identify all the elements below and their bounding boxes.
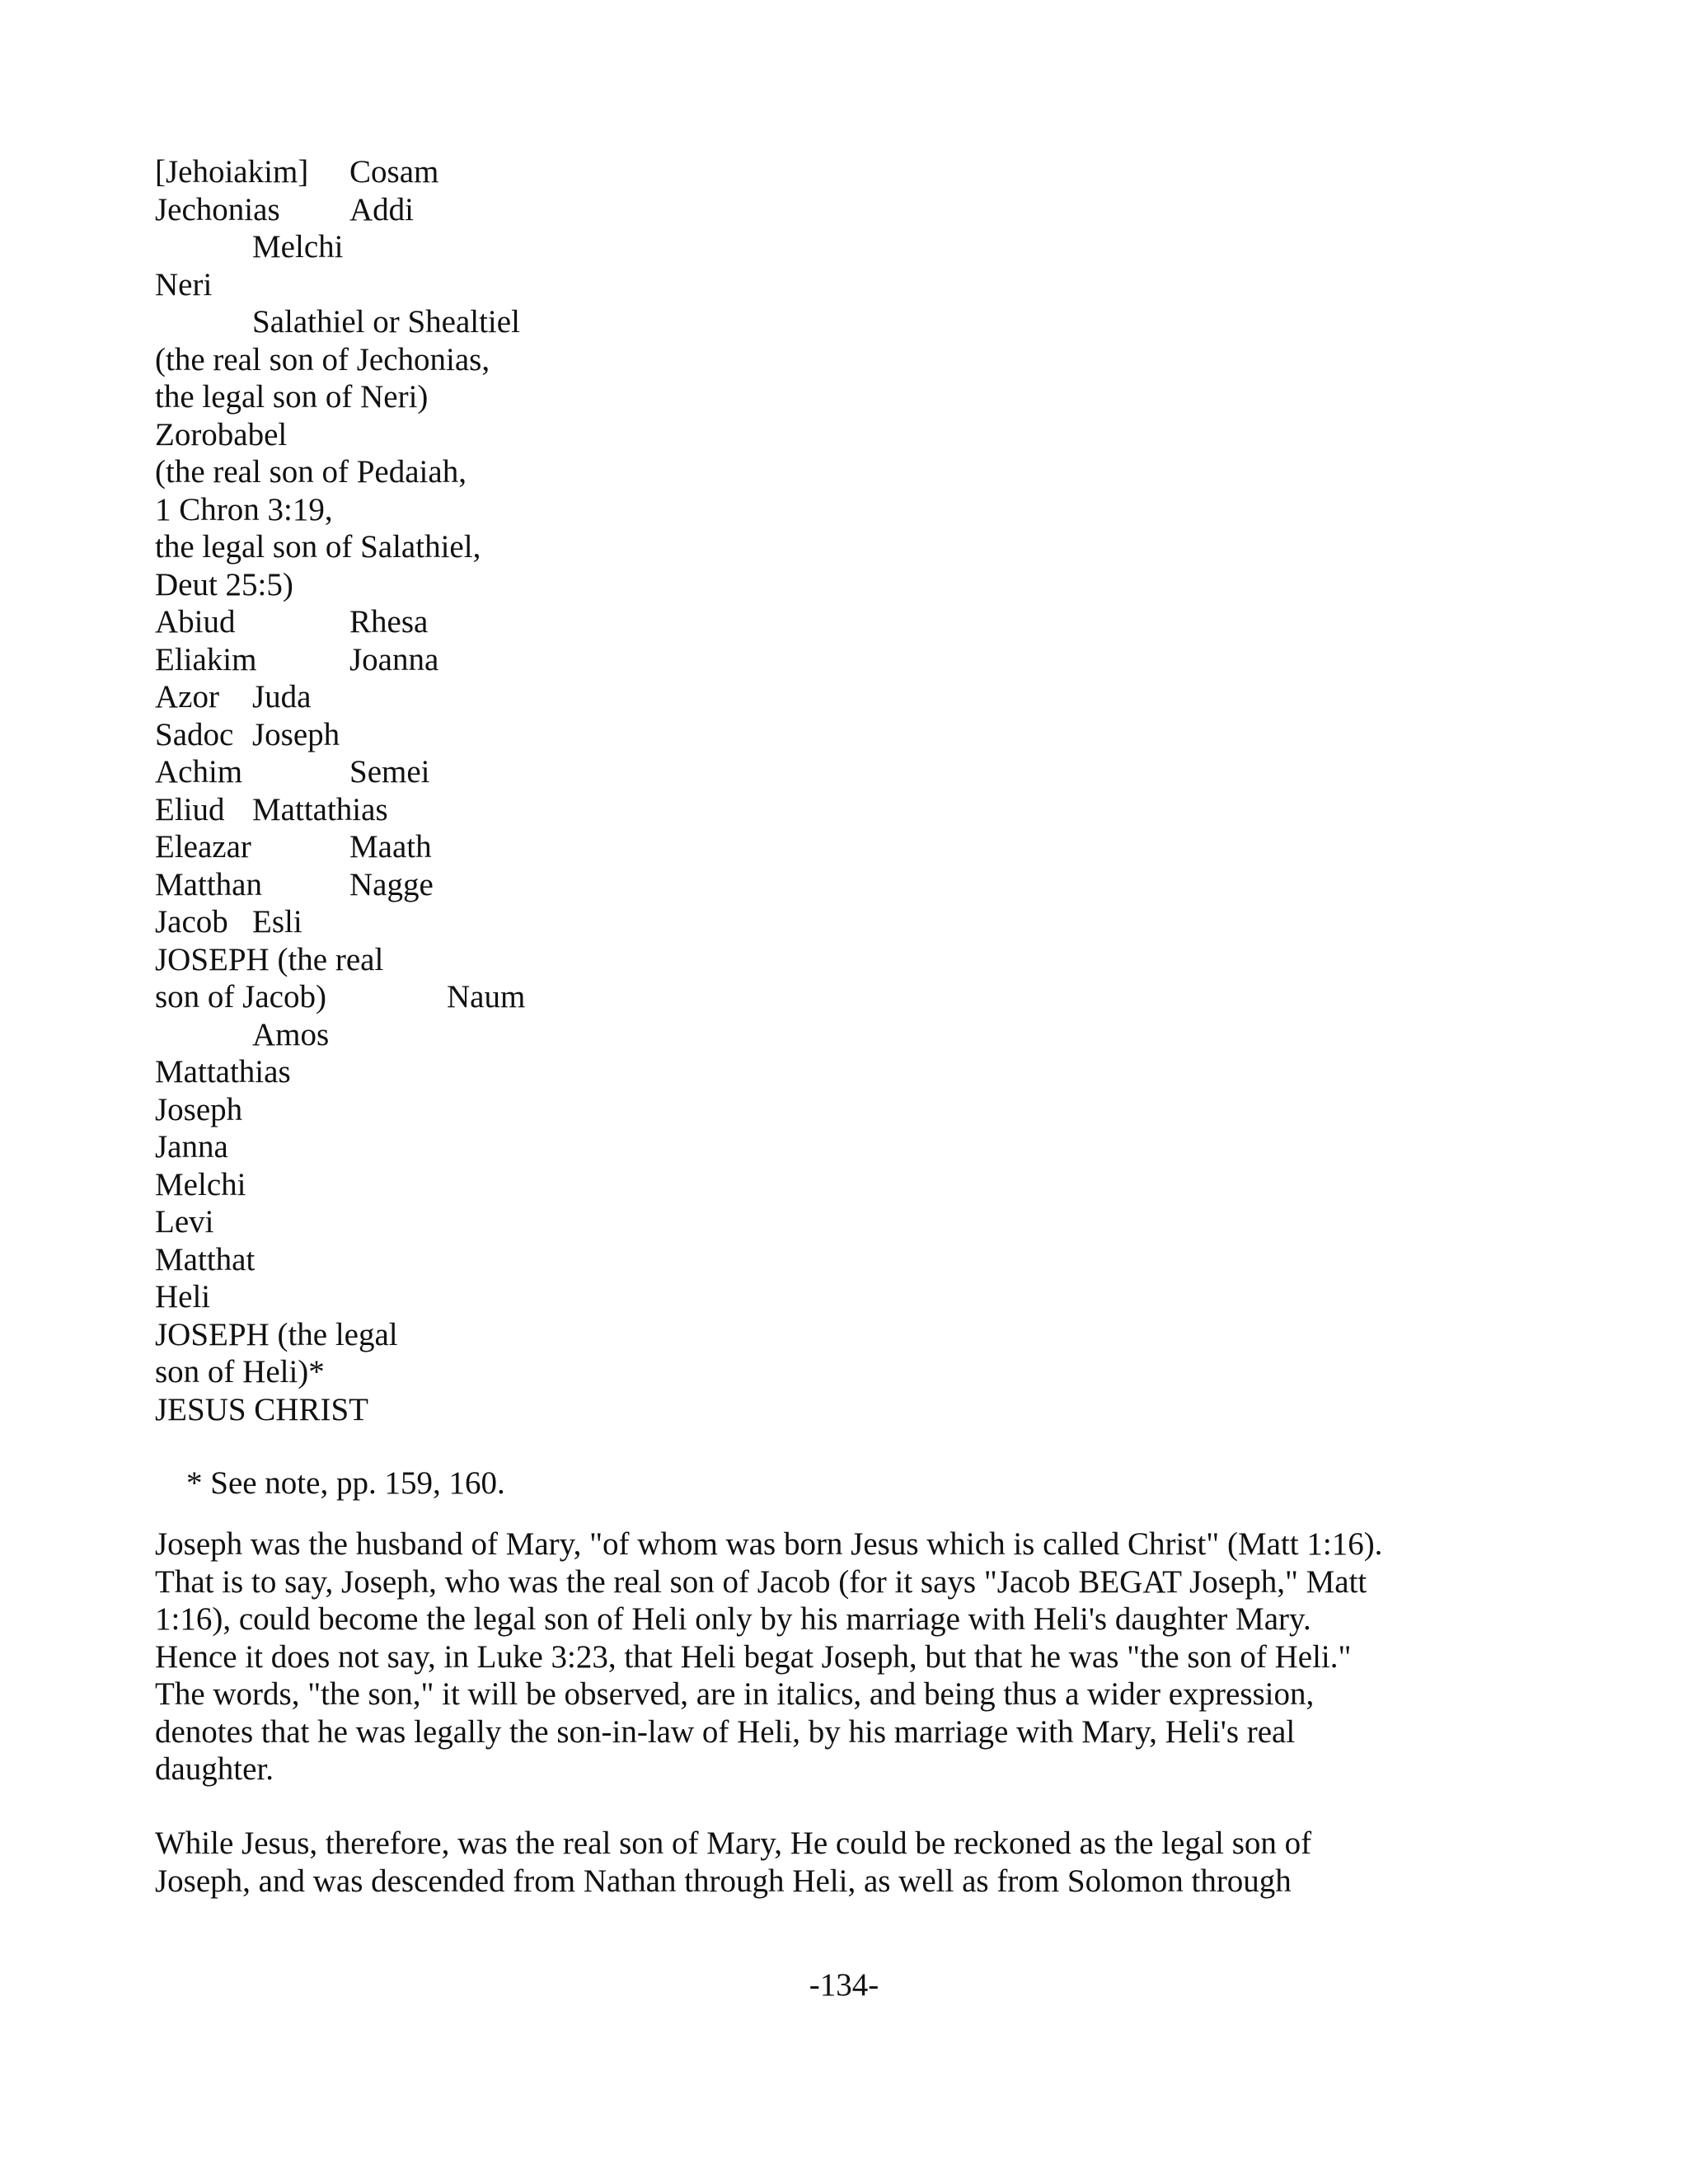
genealogy-line bbox=[155, 1053, 1474, 1091]
genealogy-name: the legal son of Neri) bbox=[155, 379, 429, 415]
genealogy-name: Sadoc bbox=[155, 716, 234, 752]
genealogy-line bbox=[155, 1278, 1474, 1316]
genealogy-name: Janna bbox=[155, 1129, 228, 1165]
genealogy-name: JOSEPH (the real bbox=[155, 941, 384, 977]
genealogy-name: Salathiel or Shealtiel bbox=[252, 304, 520, 340]
genealogy-line bbox=[155, 641, 1474, 679]
genealogy-line bbox=[155, 566, 1474, 604]
genealogy-line bbox=[155, 603, 1474, 641]
genealogy-line bbox=[155, 941, 1474, 979]
genealogy-line bbox=[155, 266, 1474, 304]
genealogy-line bbox=[155, 978, 1474, 1016]
genealogy-line bbox=[155, 191, 1474, 229]
genealogy-name: Abiud bbox=[155, 604, 236, 640]
genealogy-line bbox=[155, 1353, 1474, 1391]
genealogy-line bbox=[155, 1203, 1474, 1241]
genealogy-name: Juda bbox=[252, 679, 312, 715]
paragraph-line: daughter. bbox=[155, 1751, 274, 1787]
genealogy-line bbox=[155, 491, 1474, 529]
genealogy-name: Levi bbox=[155, 1204, 214, 1240]
genealogy-name: Cosam bbox=[349, 154, 439, 190]
genealogy-line bbox=[155, 228, 1474, 266]
genealogy-name: Rhesa bbox=[349, 604, 429, 640]
genealogy-name: Amos bbox=[252, 1016, 330, 1052]
genealogy-name: Heli bbox=[155, 1279, 211, 1315]
genealogy-line bbox=[155, 1241, 1474, 1279]
genealogy-name: [Jehoiakim] bbox=[155, 154, 309, 190]
genealogy-name: Azor bbox=[155, 679, 219, 715]
genealogy-name: JOSEPH (the legal bbox=[155, 1316, 398, 1352]
genealogy-name: Matthat bbox=[155, 1241, 256, 1277]
genealogy-name: Achim bbox=[155, 754, 243, 790]
genealogy-name: Neri bbox=[155, 266, 213, 302]
genealogy-name: Nagge bbox=[349, 866, 434, 902]
genealogy-name: Melchi bbox=[155, 1166, 246, 1202]
genealogy-name: Maath bbox=[349, 829, 432, 865]
genealogy-line bbox=[155, 866, 1474, 904]
genealogy-name: JESUS CHRIST bbox=[155, 1391, 368, 1427]
paragraph-2 bbox=[155, 1825, 1573, 1900]
genealogy-name: Esli bbox=[252, 904, 302, 940]
genealogy-name: (the real son of Pedaiah, bbox=[155, 454, 467, 490]
genealogy-name: the legal son of Salathiel, bbox=[155, 529, 481, 565]
genealogy-line bbox=[155, 341, 1474, 379]
genealogy-name: Deut 25:5) bbox=[155, 566, 293, 602]
genealogy-line bbox=[155, 1391, 1474, 1429]
paragraph-line: That is to say, Joseph, who was the real son of Jacob (for it says "Jacob BEGAT Joseph," Matt bbox=[155, 1563, 1367, 1600]
genealogy-line bbox=[155, 1091, 1474, 1129]
genealogy-name: Eliakim bbox=[155, 641, 257, 677]
genealogy-line bbox=[155, 378, 1474, 416]
paragraph-1 bbox=[155, 1526, 1573, 1788]
genealogy-name: Addi bbox=[349, 191, 414, 227]
footnote: * See note, pp. 159, 160. bbox=[186, 1465, 505, 1501]
paragraph-line: The words, "the son," it will be observed, are in italics, and being thus a wider expression, bbox=[155, 1676, 1315, 1712]
genealogy-line bbox=[155, 1128, 1474, 1166]
genealogy-line bbox=[155, 791, 1474, 829]
genealogy-line bbox=[155, 903, 1474, 941]
genealogy-line bbox=[155, 1016, 1474, 1054]
genealogy-line bbox=[155, 416, 1474, 454]
genealogy-line bbox=[155, 716, 1474, 754]
genealogy-line bbox=[155, 753, 1474, 791]
genealogy-name: Jechonias bbox=[155, 191, 280, 227]
genealogy-line bbox=[155, 828, 1474, 866]
genealogy-name: Eleazar bbox=[155, 829, 251, 865]
paragraph-line: Joseph, and was descended from Nathan through Heli, as well as from Solomon through bbox=[155, 1863, 1292, 1899]
genealogy-name: son of Jacob) bbox=[155, 979, 326, 1015]
genealogy-name: Naum bbox=[447, 979, 526, 1015]
genealogy-line bbox=[155, 453, 1474, 491]
genealogy-name: son of Heli)* bbox=[155, 1354, 325, 1390]
paragraph-line: Hence it does not say, in Luke 3:23, that Heli begat Joseph, but that he was "the son of Heli." bbox=[155, 1638, 1352, 1675]
genealogy-name: 1 Chron 3:19, bbox=[155, 491, 333, 527]
paragraph-line: Joseph was the husband of Mary, "of whom was born Jesus which is called Christ" (Matt 1:16). bbox=[155, 1526, 1383, 1562]
genealogy-line bbox=[155, 1166, 1474, 1204]
genealogy-name: Joseph bbox=[155, 1091, 243, 1127]
genealogy-name: Mattathias bbox=[252, 791, 388, 827]
genealogy-name: Eliud bbox=[155, 791, 225, 827]
genealogy-name: Mattathias bbox=[155, 1054, 291, 1090]
genealogy-name: Joseph bbox=[252, 716, 340, 752]
genealogy-name: Semei bbox=[349, 754, 430, 790]
paragraph-line: While Jesus, therefore, was the real son of Mary, He could be reckoned as the legal son of bbox=[155, 1825, 1312, 1861]
genealogy-name: (the real son of Jechonias, bbox=[155, 341, 490, 377]
genealogy-name: Joanna bbox=[349, 641, 439, 677]
paragraph-line: 1:16), could become the legal son of Heli only by his marriage with Heli's daughter Mary. bbox=[155, 1601, 1311, 1637]
page-number: -134- bbox=[809, 1967, 879, 2003]
genealogy-name: Matthan bbox=[155, 866, 262, 902]
genealogy-name: Zorobabel bbox=[155, 416, 288, 452]
genealogy-line bbox=[155, 1316, 1474, 1354]
paragraph-line: denotes that he was legally the son-in-law of Heli, by his marriage with Mary, Heli's real bbox=[155, 1713, 1296, 1750]
genealogy-name: Melchi bbox=[252, 229, 344, 265]
genealogy-line bbox=[155, 678, 1474, 716]
genealogy-line bbox=[155, 528, 1474, 566]
genealogy-line bbox=[155, 153, 1474, 191]
genealogy-line bbox=[155, 303, 1474, 341]
genealogy-name: Jacob bbox=[155, 904, 228, 940]
